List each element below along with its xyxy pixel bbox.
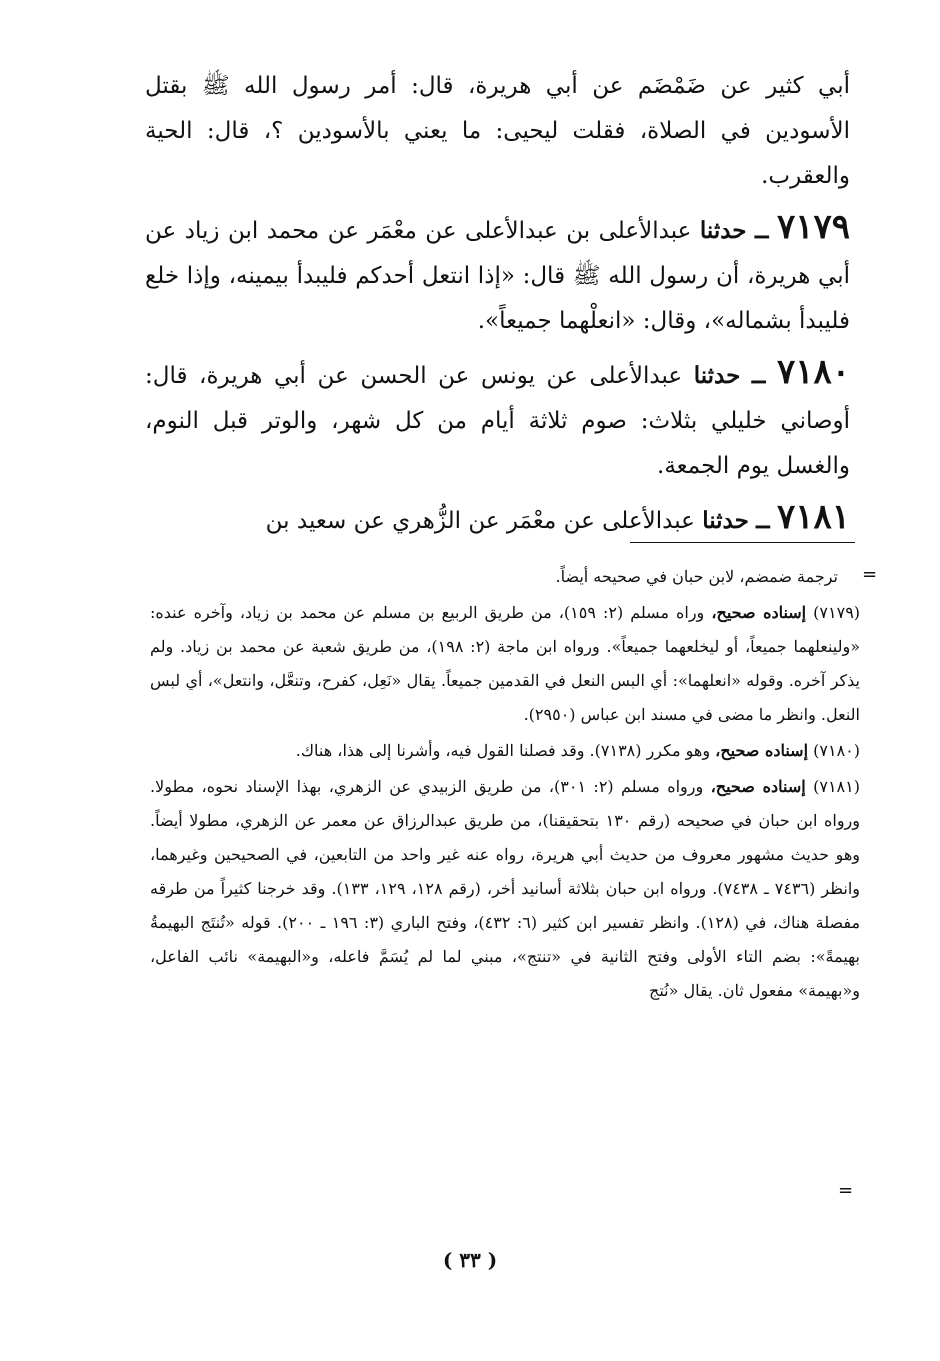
hadith-7179 xyxy=(145,205,850,344)
footnote-7181 xyxy=(150,770,860,1008)
footnote-7180 xyxy=(150,734,860,768)
continuation-mark: = xyxy=(862,564,878,585)
footnote-7179 xyxy=(150,596,860,732)
hadith-dash: ــ xyxy=(755,217,769,244)
footnote-text: وراه مسلم (٢: ١٥٩)، من طريق الربيع بن مسلم عن محمد بن زياد، وآخره عنده: «ولينعلهما جميعاً، أو ليخلعهما جميعاً». ورواه ابن ماجة (٢: ١٩٨)، من طريق شعبة عن محمد بن زياد. ولم يذكر آخره. وقوله «انعلهما»: أي البس النعل في القدمين جميعاً. يقال «نَعِل، كفرح، وتنعَّل، وانتعل»، أي لبس النعل. وانظر ما مضى في مسند ابن عباس (٢٩٥٠). xyxy=(150,603,861,724)
footnote-ref: (٧١٧٩) xyxy=(813,603,861,622)
hadith-haddathana: حدثنا xyxy=(699,217,747,244)
hadith-text: عبدالأعلى عن معْمَر عن الزُّهري عن سعيد بن xyxy=(265,508,695,534)
footnote-isnad: إسناده صحيح، xyxy=(710,777,806,796)
main-text-continuation: أبي كثير عن ضَمْضَم عن أبي هريرة، قال: أمر رسول الله ﷺ بقتل الأسودين في الصلاة، فقلت ليحيى: ما يعني بالأسودين ؟، قال: الحية والعقرب. xyxy=(145,73,850,189)
footnote-ref: (٧١٨١) xyxy=(813,777,860,796)
footnote-isnad: إسناده صحيح، xyxy=(715,741,809,760)
footnote-text: وهو مكرر (٧١٣٨). وقد فصلنا القول فيه، وأشرنا إلى هذا، هناك. xyxy=(295,741,711,760)
continued-mark: = xyxy=(838,1180,854,1201)
hadith-7180 xyxy=(145,350,850,489)
hadith-text: عبدالأعلى بن عبدالأعلى عن معْمَر عن محمد ابن زياد عن أبي هريرة، أن رسول الله ﷺ قال: «إذا انتعل أحدكم فليبدأ بيمينه، وإذا خلع فليبدأ بشماله»، وقال: «انعلْهما جميعاً». xyxy=(145,218,850,334)
hadith-7181 xyxy=(145,495,850,544)
hadith-dash: ــ xyxy=(756,507,770,534)
hadith-haddathana: حدثنا xyxy=(693,362,741,389)
main-text xyxy=(145,64,850,550)
hadith-number: ٧١٨١ xyxy=(776,497,850,537)
hadith-number: ٧١٧٩ xyxy=(776,207,851,247)
footnote-isnad: إسناده صحيح، xyxy=(711,603,807,622)
footnote-continuation: ترجمة ضمضم، لابن حبان في صحيحه أيضاً. xyxy=(555,567,838,586)
footnotes xyxy=(150,560,860,1010)
page-number: ( ٣٣ ) xyxy=(442,1248,498,1272)
hadith-dash: ــ xyxy=(751,362,766,389)
footnote-ref: (٧١٨٠) xyxy=(813,741,860,760)
hadith-number: ٧١٨٠ xyxy=(776,352,851,392)
hadith-haddathana: حدثنا xyxy=(702,507,749,534)
footnote-divider xyxy=(630,542,855,543)
hadith-text: عبدالأعلى عن يونس عن الحسن عن أبي هريرة، قال: أوصاني خليلي بثلاث: صوم ثلاثة أيام من كل شهر، والوتر قبل النوم، والغسل يوم الجمعة. xyxy=(145,363,850,479)
footnote-text: ورواه مسلم (٢: ٣٠١)، من طريق الزبيدي عن الزهري، بهذا الإسناد نحوه، مطولا. ورواه ابن حبان في صحيحه (رقم ١٣٠ بتحقيقنا)، من طريق عبدالرزاق عن معمر عن الزهري، مطولا أيضاً. وهو حديث مشهور معروف من حديث أبي هريرة، رواه عنه غير واحد من التابعين، في الصحيحين وغيرهما، وانظر (٧٤٣٦ ـ ٧٤٣٨). ورواه ابن حبان بثلاثة أسانيد أخر، (رقم ١٢٨، ١٢٩، ١٣٣). وقد خرجنا كثيراً من طرقه مفصلة هناك، في (١٢٨). وانظر تفسير ابن كثير (٦: ٤٣٢)، وفتح الباري (٣: ١٩٦ ـ ٢٠٠). قوله «تُنتَج البهيمةُ بهيمةً»: بضم التاء الأولى وفتح الثانية في «تنتج»، مبني لما لم يُسَمَّ فاعله، و«البهيمة» نائب الفاعل، و«بهيمة» مفعول ثان. يقال «نُتج xyxy=(150,777,861,1000)
